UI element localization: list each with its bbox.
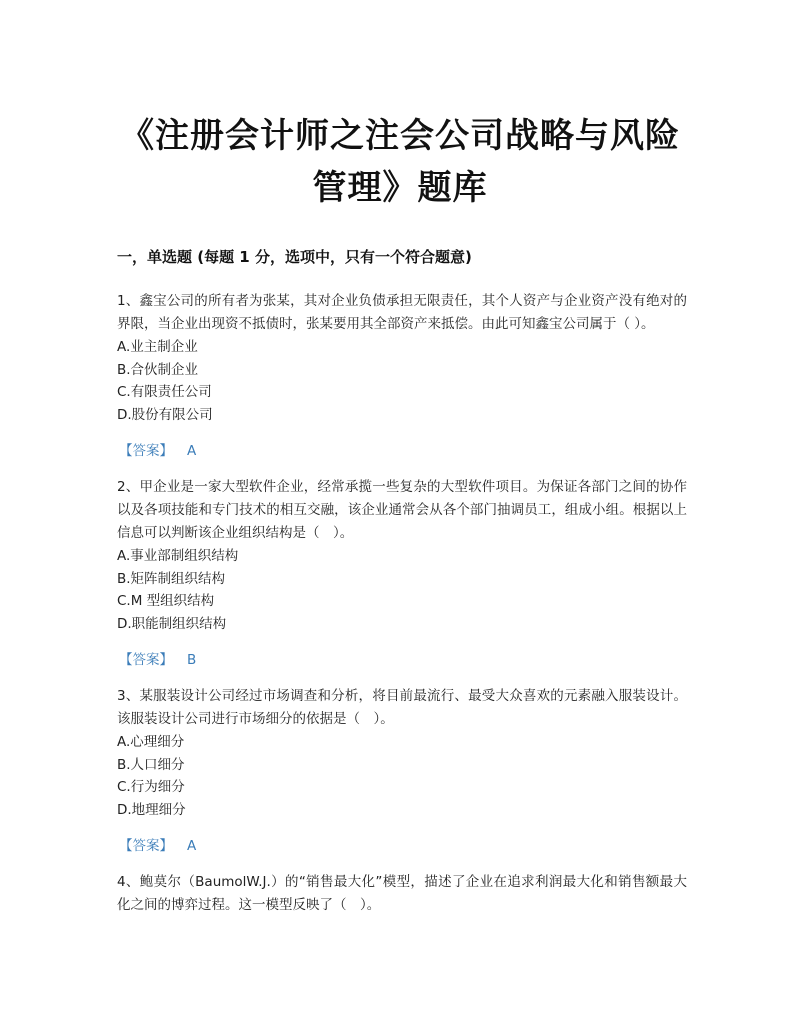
option-c: C.有限责任公司: [117, 384, 212, 400]
option-list: [117, 336, 687, 426]
option-d: D.股份有限公司: [117, 406, 213, 423]
option-a: A.心理细分: [117, 734, 185, 750]
question-3: [117, 685, 687, 857]
question-list: [117, 290, 687, 917]
option-b: B.人口细分: [117, 756, 185, 773]
question-stem: 1、鑫宝公司的所有者为张某，其对企业负债承担无限责任，其个人资产与企业资产没有绝对的界限，当企业出现资不抵债时，张某要用其全部资产来抵偿。由此可知鑫宝公司属于（ ）。: [117, 293, 687, 332]
question-2: [117, 476, 687, 671]
title-line-2: 管理》题库: [312, 168, 488, 208]
option-b: B.合伙制企业: [117, 361, 199, 378]
section-heading: 一，单选题 (每题 1 分，选项中，只有一个符合题意): [117, 248, 472, 266]
option-d: D.地理细分: [117, 801, 186, 818]
option-list: [117, 545, 687, 635]
option-list: [117, 731, 687, 821]
question-stem: 4、鲍莫尔（BaumolW.J.）的“销售最大化”模型，描述了企业在追求利润最大化和销售额最大化之间的博弈过程。这一模型反映了（ ）。: [117, 874, 687, 913]
title-line-1: 《注册会计师之注会公司战略与风险: [120, 116, 680, 156]
answer-value: B: [187, 652, 197, 668]
document-title: [100, 110, 700, 214]
option-c: C.M 型组织结构: [117, 593, 215, 609]
option-a: A.业主制企业: [117, 339, 198, 355]
answer-label: 【答案】: [119, 443, 173, 459]
answer-value: A: [187, 838, 197, 854]
answer-line: [117, 649, 687, 671]
question-stem: 3、某服装设计公司经过市场调查和分析，将目前最流行、最受大众喜欢的元素融入服装设计。该服装设计公司进行市场细分的依据是（ ）。: [117, 688, 687, 727]
option-a: A.事业部制组织结构: [117, 548, 239, 564]
answer-label: 【答案】: [119, 652, 173, 668]
option-d: D.职能制组织结构: [117, 615, 227, 632]
answer-value: A: [187, 443, 197, 459]
question-stem: 2、甲企业是一家大型软件企业，经常承揽一些复杂的大型软件项目。为保证各部门之间的协作以及各项技能和专门技术的相互交融，该企业通常会从各个部门抽调员工，组成小组。根据以上信息可以判断该企业组织结构是（ ）。: [117, 479, 687, 541]
answer-label: 【答案】: [119, 838, 173, 854]
answer-line: [117, 440, 687, 462]
option-c: C.行为细分: [117, 779, 185, 795]
question-4: [117, 871, 687, 917]
option-b: B.矩阵制组织结构: [117, 570, 226, 587]
answer-line: [117, 835, 687, 857]
question-1: [117, 290, 687, 462]
